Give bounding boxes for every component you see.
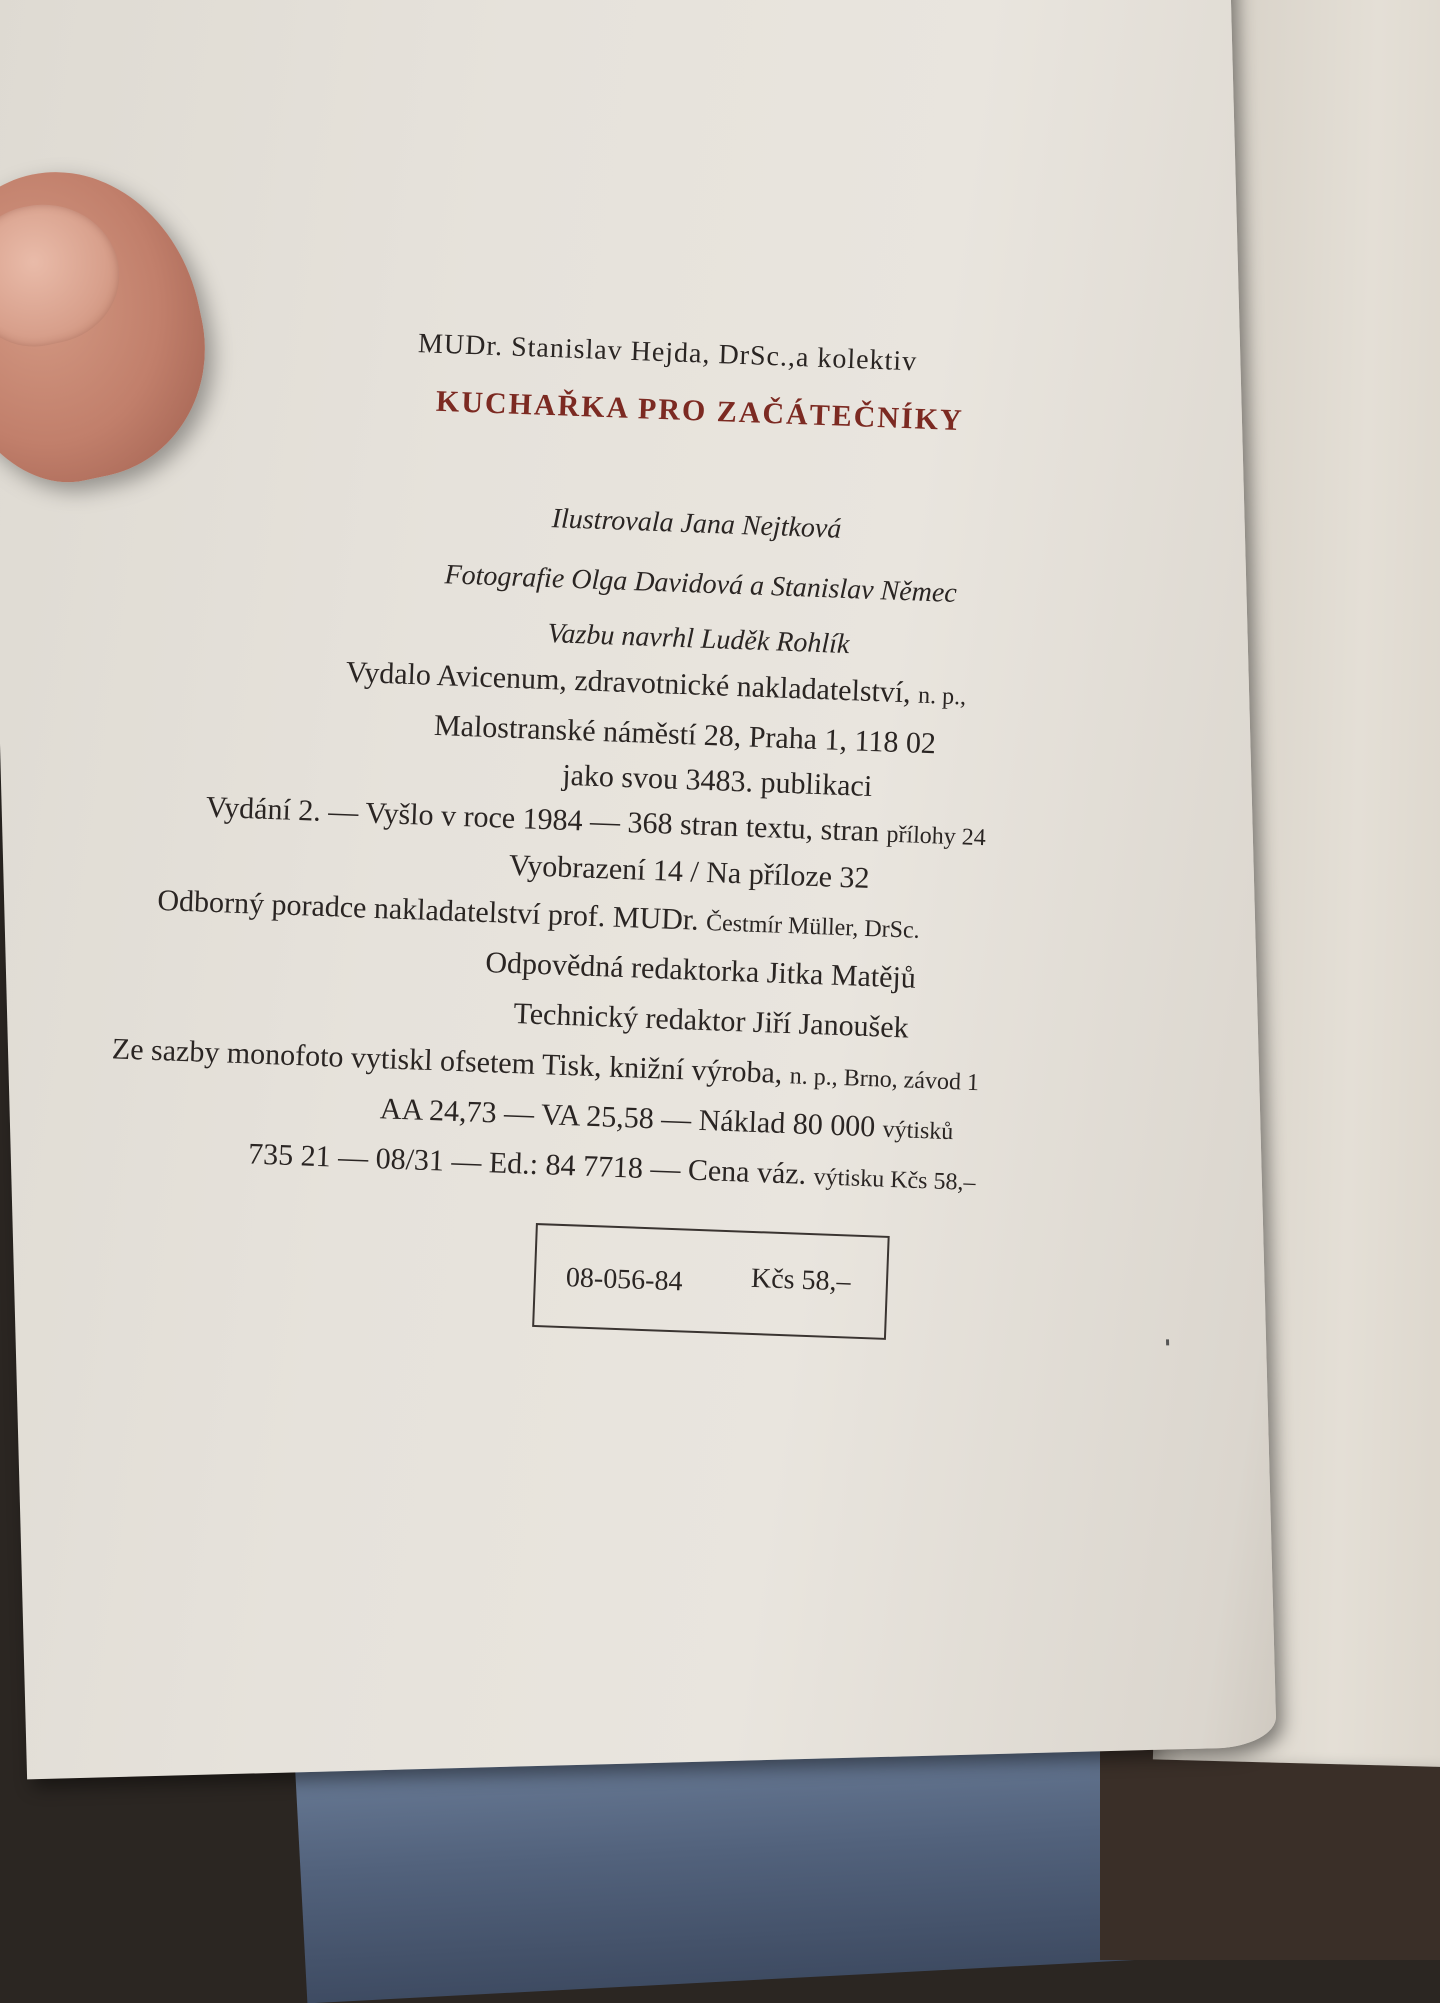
author-line: MUDr. Stanislav Hejda, DrSc.,a kolektiv <box>417 328 918 378</box>
printer-text: Ze sazby monofoto vytiskl ofsetem Tisk, knižní výroba, <box>111 1032 783 1090</box>
advisor-text: Odborný poradce nakladatelství prof. MUDr. <box>156 883 700 937</box>
binding-line: Vazbu navrhl Luděk Rohlík <box>546 618 850 661</box>
publisher-np: n. p., <box>917 682 967 711</box>
book-title: KUCHAŘKA PRO ZAČÁTEČNÍKY <box>435 384 965 438</box>
address-line: Malostranské náměstí 28, Praha 1, 118 02 <box>433 708 937 761</box>
publisher-line <box>345 656 966 713</box>
price-code: 08-056-84 <box>565 1262 684 1298</box>
illustrator-line: Ilustrovala Jana Nejtková <box>551 503 842 545</box>
publication-line: jako svou 3483. publikaci <box>561 758 873 804</box>
illustrations-line: Vyobrazení 14 / Na příloze 32 <box>508 848 871 895</box>
codes-line <box>248 1137 977 1198</box>
thumb-nail <box>0 190 132 358</box>
advisor-small: Čestmír Müller, DrSc. <box>705 910 921 944</box>
codes-text: 735 21 — 08/31 — Ed.: 84 7718 — Cena váz. <box>247 1137 807 1191</box>
printer-small: n. p., Brno, závod 1 <box>789 1063 980 1097</box>
price-box <box>532 1223 890 1340</box>
imprint-text <box>109 317 1168 1298</box>
price-value: Kčs 58,– <box>750 1262 852 1298</box>
codes-small: výtisku Kčs 58,– <box>813 1164 976 1197</box>
page-speck <box>1166 1339 1169 1345</box>
edition-small: přílohy 24 <box>885 821 987 852</box>
edition-text: Vydání 2. — Vyšlo v roce 1984 — 368 stran textu, stran <box>205 790 880 849</box>
print-run-text: AA 24,73 — VA 25,58 — Náklad 80 000 <box>379 1092 876 1144</box>
print-run-small: výtisků <box>882 1116 954 1146</box>
print-run-line <box>379 1092 954 1147</box>
tech-editor-line: Technický redaktor Jiří Janoušek <box>512 997 910 1045</box>
publisher-text: Vydalo Avicenum, zdravotnické nakladatelství, <box>345 655 912 710</box>
photographers-line: Fotografie Olga Davidová a Stanislav Němec <box>444 559 958 609</box>
editor-line: Odpovědná redaktorka Jitka Matějů <box>484 945 917 995</box>
